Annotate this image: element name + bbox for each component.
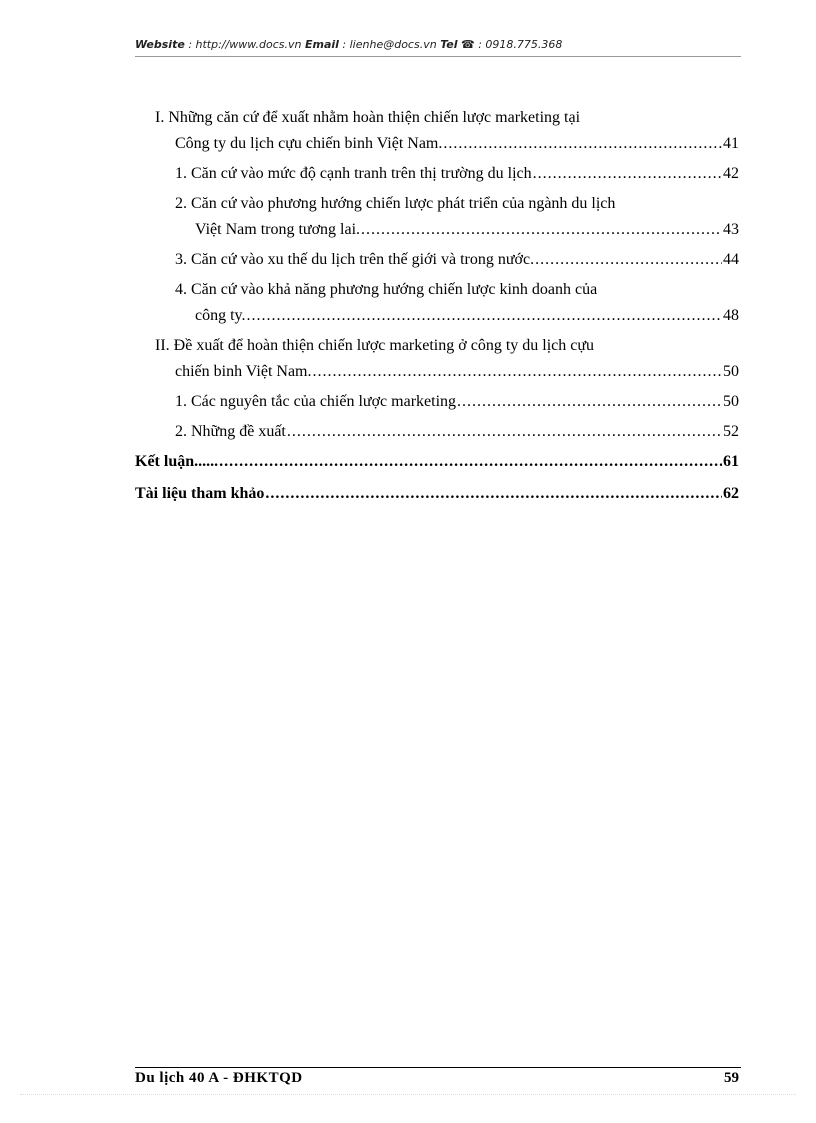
toc-page-number: 43 — [723, 221, 739, 238]
email-label: Email — [304, 38, 339, 51]
toc-leader-dots — [361, 217, 722, 243]
toc-page-number: 48 — [723, 307, 739, 324]
toc-leader-dots — [443, 131, 722, 157]
toc-entry-text: 1. Các nguyên tắc của chiến lược marketing — [175, 393, 457, 410]
toc-page-number: 50 — [723, 393, 739, 410]
toc-leader-dots — [457, 389, 722, 415]
email-value: : lienhe@docs.vn — [342, 38, 437, 51]
toc-page-number: 41 — [723, 135, 739, 152]
toc-leader-dots — [265, 481, 722, 507]
header-divider — [135, 56, 741, 57]
toc-page-number: 44 — [723, 251, 739, 268]
toc-entry-text: II. Đề xuất để hoàn thiện chiến lược marketing ở công ty du lịch cựu — [155, 337, 595, 354]
table-of-contents — [135, 105, 739, 513]
toc-entry-text: 2. Căn cứ vào phương hướng chiến lược phát triển của ngành du lịch — [175, 195, 616, 212]
toc-leader-dots — [247, 303, 722, 329]
toc-entry-text: Tài liệu tham khảo — [135, 485, 265, 502]
toc-entry-conclusion[interactable] — [135, 449, 739, 475]
toc-entry-text: 2. Những đề xuất — [175, 423, 286, 440]
toc-leader-dots — [535, 247, 722, 273]
tel-value: : 0918.775.368 — [478, 38, 563, 51]
toc-page-number: 50 — [723, 363, 739, 380]
toc-entry-section-ii[interactable] — [135, 333, 739, 385]
toc-page-number: 42 — [723, 165, 739, 182]
footer-course-label: Du lịch 40 A - ĐHKTQD — [135, 1070, 303, 1086]
page-edge-divider — [20, 1094, 796, 1095]
toc-entry-text: Công ty du lịch cựu chiến binh Việt Nam. — [175, 135, 443, 152]
toc-page-number: 62 — [723, 485, 739, 502]
toc-entry-text: 3. Căn cứ vào xu thế du lịch trên thế giới và trong nước. — [175, 251, 535, 268]
toc-entry-text: công ty. — [195, 307, 246, 324]
toc-entry-text: Kết luận...... — [135, 453, 219, 470]
tel-label: Tel — [440, 38, 458, 51]
toc-leader-dots — [313, 359, 723, 385]
toc-entry-i-2[interactable] — [135, 191, 739, 243]
toc-entry-ii-2[interactable] — [135, 419, 739, 445]
toc-entry-i-1[interactable] — [135, 161, 739, 187]
toc-entry-section-i[interactable] — [135, 105, 739, 157]
toc-leader-dots — [287, 419, 722, 445]
toc-leader-dots — [533, 161, 722, 187]
toc-leader-dots — [219, 449, 722, 475]
toc-entry-text: chiến binh Việt Nam. — [175, 363, 312, 380]
page-header — [135, 38, 741, 51]
toc-entry-text: 4. Căn cứ vào khả năng phương hướng chiến lược kinh doanh của — [175, 281, 598, 298]
footer-divider — [135, 1067, 741, 1068]
toc-page-number: 61 — [723, 453, 739, 470]
website-label: Website — [135, 38, 185, 51]
toc-entry-i-4[interactable] — [135, 277, 739, 329]
footer-page-number: 59 — [724, 1070, 739, 1086]
toc-entry-references[interactable] — [135, 481, 739, 507]
phone-icon: ☎ — [461, 38, 475, 51]
toc-entry-i-3[interactable] — [135, 247, 739, 273]
website-value: : http://www.docs.vn — [188, 38, 302, 51]
toc-entry-ii-1[interactable] — [135, 389, 739, 415]
toc-entry-text: I. Những căn cứ để xuất nhằm hoàn thiện chiến lược marketing tại — [155, 109, 581, 126]
toc-entry-text: 1. Căn cứ vào mức độ cạnh tranh trên thị trường du lịch — [175, 165, 532, 182]
toc-entry-text: Việt Nam trong tương lai. — [195, 221, 361, 238]
toc-page-number: 52 — [723, 423, 739, 440]
